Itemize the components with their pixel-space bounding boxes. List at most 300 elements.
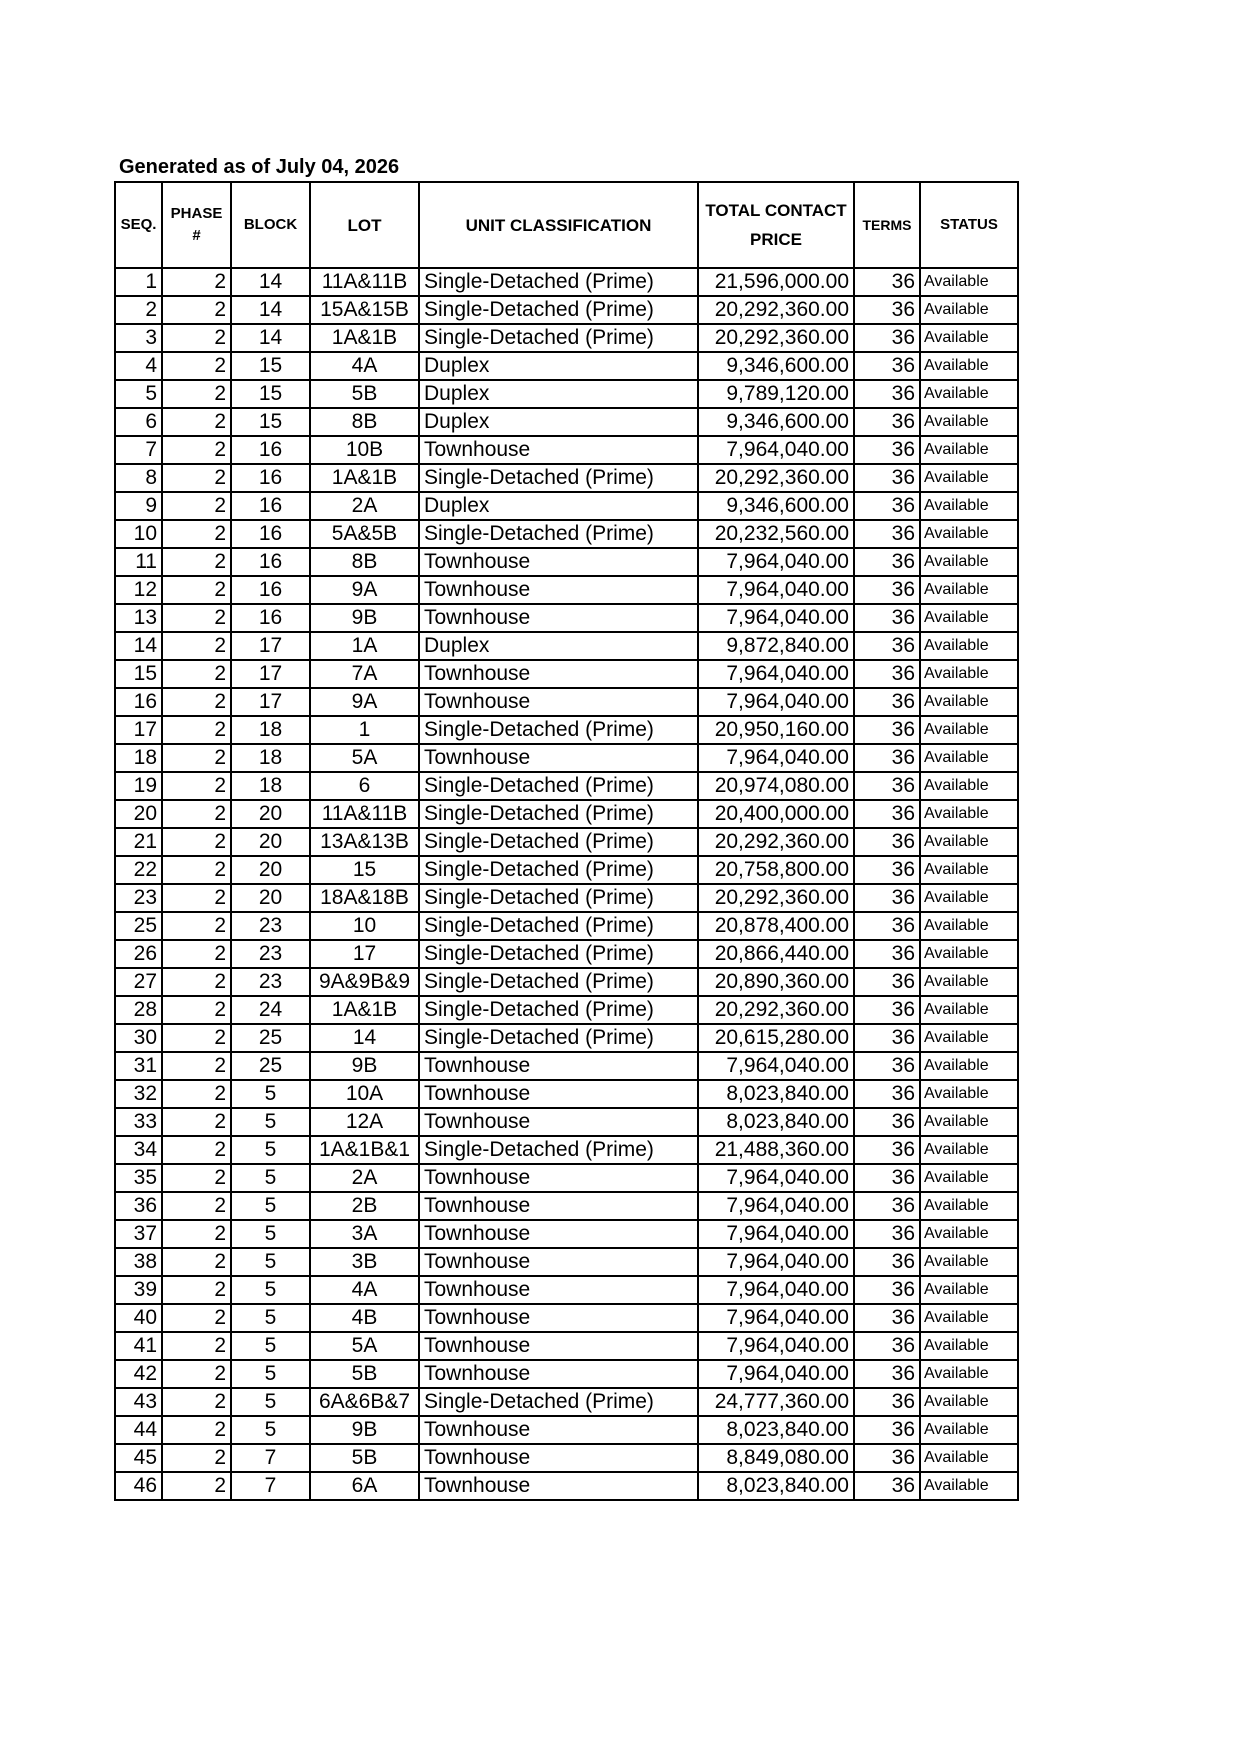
cell-block: 18 [231, 716, 310, 744]
cell-seq: 30 [115, 1024, 162, 1052]
cell-phase: 2 [162, 436, 231, 464]
cell-seq: 37 [115, 1220, 162, 1248]
cell-terms: 36 [854, 1164, 920, 1192]
cell-unit-classification: Single-Detached (Prime) [419, 1388, 698, 1416]
cell-block: 18 [231, 772, 310, 800]
table-row [115, 1276, 1018, 1304]
cell-unit-classification: Single-Detached (Prime) [419, 800, 698, 828]
cell-block: 24 [231, 996, 310, 1024]
cell-status: Available [920, 1108, 1018, 1136]
cell-status: Available [920, 912, 1018, 940]
table-row [115, 1304, 1018, 1332]
cell-block: 14 [231, 324, 310, 352]
table-header-row [115, 182, 1018, 268]
cell-lot: 6A&6B&7 [310, 1388, 419, 1416]
cell-status: Available [920, 380, 1018, 408]
cell-terms: 36 [854, 1276, 920, 1304]
cell-block: 5 [231, 1416, 310, 1444]
cell-lot: 5A [310, 1332, 419, 1360]
cell-total-contact-price: 20,890,360.00 [698, 968, 854, 996]
table-row [115, 520, 1018, 548]
cell-terms: 36 [854, 716, 920, 744]
cell-unit-classification: Single-Detached (Prime) [419, 828, 698, 856]
cell-status: Available [920, 716, 1018, 744]
cell-lot: 9B [310, 1416, 419, 1444]
cell-unit-classification: Townhouse [419, 1164, 698, 1192]
cell-seq: 32 [115, 1080, 162, 1108]
cell-status: Available [920, 632, 1018, 660]
cell-terms: 36 [854, 1108, 920, 1136]
cell-lot: 8B [310, 548, 419, 576]
cell-lot: 8B [310, 408, 419, 436]
cell-phase: 2 [162, 324, 231, 352]
cell-unit-classification: Townhouse [419, 1332, 698, 1360]
table-row [115, 1192, 1018, 1220]
cell-block: 23 [231, 940, 310, 968]
cell-block: 16 [231, 464, 310, 492]
cell-seq: 21 [115, 828, 162, 856]
cell-unit-classification: Townhouse [419, 1108, 698, 1136]
cell-phase: 2 [162, 828, 231, 856]
cell-total-contact-price: 7,964,040.00 [698, 1248, 854, 1276]
cell-phase: 2 [162, 1192, 231, 1220]
cell-unit-classification: Single-Detached (Prime) [419, 716, 698, 744]
cell-status: Available [920, 1220, 1018, 1248]
table-row [115, 604, 1018, 632]
cell-unit-classification: Single-Detached (Prime) [419, 968, 698, 996]
cell-total-contact-price: 20,400,000.00 [698, 800, 854, 828]
cell-terms: 36 [854, 632, 920, 660]
cell-block: 15 [231, 380, 310, 408]
table-row [115, 1108, 1018, 1136]
cell-lot: 9A [310, 576, 419, 604]
table-row [115, 884, 1018, 912]
cell-block: 15 [231, 408, 310, 436]
cell-status: Available [920, 548, 1018, 576]
cell-status: Available [920, 268, 1018, 296]
cell-unit-classification: Townhouse [419, 436, 698, 464]
cell-phase: 2 [162, 1416, 231, 1444]
cell-seq: 28 [115, 996, 162, 1024]
cell-status: Available [920, 968, 1018, 996]
cell-total-contact-price: 7,964,040.00 [698, 1276, 854, 1304]
cell-status: Available [920, 1164, 1018, 1192]
cell-block: 14 [231, 296, 310, 324]
cell-terms: 36 [854, 1472, 920, 1500]
cell-unit-classification: Townhouse [419, 660, 698, 688]
cell-phase: 2 [162, 660, 231, 688]
cell-block: 16 [231, 604, 310, 632]
cell-seq: 11 [115, 548, 162, 576]
cell-seq: 38 [115, 1248, 162, 1276]
cell-lot: 17 [310, 940, 419, 968]
cell-unit-classification: Townhouse [419, 1444, 698, 1472]
cell-status: Available [920, 1276, 1018, 1304]
cell-seq: 35 [115, 1164, 162, 1192]
cell-unit-classification: Townhouse [419, 1416, 698, 1444]
cell-lot: 15 [310, 856, 419, 884]
header-phase: PHASE # [162, 182, 231, 268]
header-lot: LOT [310, 182, 419, 268]
cell-lot: 10B [310, 436, 419, 464]
cell-phase: 2 [162, 688, 231, 716]
cell-terms: 36 [854, 744, 920, 772]
cell-unit-classification: Single-Detached (Prime) [419, 884, 698, 912]
cell-phase: 2 [162, 1220, 231, 1248]
table-row [115, 660, 1018, 688]
cell-lot: 11A&11B [310, 800, 419, 828]
cell-total-contact-price: 7,964,040.00 [698, 576, 854, 604]
cell-unit-classification: Single-Detached (Prime) [419, 296, 698, 324]
table-row [115, 940, 1018, 968]
cell-seq: 36 [115, 1192, 162, 1220]
cell-block: 20 [231, 828, 310, 856]
table-body [115, 268, 1018, 1500]
cell-lot: 5B [310, 380, 419, 408]
cell-block: 14 [231, 268, 310, 296]
cell-block: 5 [231, 1108, 310, 1136]
cell-status: Available [920, 1332, 1018, 1360]
cell-status: Available [920, 828, 1018, 856]
cell-unit-classification: Townhouse [419, 1472, 698, 1500]
cell-phase: 2 [162, 268, 231, 296]
cell-total-contact-price: 7,964,040.00 [698, 436, 854, 464]
unit-listing-table [114, 181, 1019, 1501]
cell-seq: 22 [115, 856, 162, 884]
cell-total-contact-price: 7,964,040.00 [698, 1164, 854, 1192]
table-row [115, 1052, 1018, 1080]
cell-block: 5 [231, 1136, 310, 1164]
cell-lot: 5B [310, 1360, 419, 1388]
cell-lot: 10 [310, 912, 419, 940]
cell-unit-classification: Duplex [419, 352, 698, 380]
cell-lot: 1A&1B [310, 464, 419, 492]
cell-block: 5 [231, 1332, 310, 1360]
cell-block: 7 [231, 1472, 310, 1500]
cell-seq: 41 [115, 1332, 162, 1360]
cell-lot: 9B [310, 1052, 419, 1080]
cell-unit-classification: Townhouse [419, 1276, 698, 1304]
table-row [115, 1248, 1018, 1276]
cell-block: 5 [231, 1304, 310, 1332]
cell-seq: 1 [115, 268, 162, 296]
cell-status: Available [920, 1192, 1018, 1220]
cell-total-contact-price: 20,292,360.00 [698, 884, 854, 912]
cell-status: Available [920, 1136, 1018, 1164]
cell-block: 16 [231, 576, 310, 604]
cell-seq: 27 [115, 968, 162, 996]
cell-block: 16 [231, 520, 310, 548]
cell-lot: 4A [310, 352, 419, 380]
cell-total-contact-price: 7,964,040.00 [698, 604, 854, 632]
cell-unit-classification: Single-Detached (Prime) [419, 940, 698, 968]
cell-total-contact-price: 7,964,040.00 [698, 660, 854, 688]
cell-lot: 6A [310, 1472, 419, 1500]
cell-block: 25 [231, 1024, 310, 1052]
cell-status: Available [920, 1388, 1018, 1416]
cell-seq: 8 [115, 464, 162, 492]
cell-total-contact-price: 20,232,560.00 [698, 520, 854, 548]
cell-block: 5 [231, 1248, 310, 1276]
cell-terms: 36 [854, 688, 920, 716]
cell-phase: 2 [162, 1136, 231, 1164]
cell-seq: 18 [115, 744, 162, 772]
cell-lot: 5A&5B [310, 520, 419, 548]
cell-status: Available [920, 1360, 1018, 1388]
cell-terms: 36 [854, 996, 920, 1024]
header-terms: TERMS [854, 182, 920, 268]
cell-status: Available [920, 1416, 1018, 1444]
cell-total-contact-price: 20,292,360.00 [698, 828, 854, 856]
cell-seq: 20 [115, 800, 162, 828]
cell-terms: 36 [854, 772, 920, 800]
cell-total-contact-price: 7,964,040.00 [698, 688, 854, 716]
table-row [115, 912, 1018, 940]
cell-status: Available [920, 800, 1018, 828]
cell-seq: 15 [115, 660, 162, 688]
cell-total-contact-price: 8,023,840.00 [698, 1080, 854, 1108]
cell-status: Available [920, 324, 1018, 352]
cell-seq: 40 [115, 1304, 162, 1332]
cell-terms: 36 [854, 1024, 920, 1052]
cell-unit-classification: Duplex [419, 408, 698, 436]
cell-block: 16 [231, 436, 310, 464]
cell-terms: 36 [854, 352, 920, 380]
cell-status: Available [920, 660, 1018, 688]
cell-phase: 2 [162, 884, 231, 912]
cell-terms: 36 [854, 408, 920, 436]
cell-terms: 36 [854, 1304, 920, 1332]
cell-seq: 25 [115, 912, 162, 940]
cell-seq: 26 [115, 940, 162, 968]
cell-seq: 7 [115, 436, 162, 464]
cell-total-contact-price: 20,758,800.00 [698, 856, 854, 884]
cell-total-contact-price: 20,950,160.00 [698, 716, 854, 744]
table-row [115, 296, 1018, 324]
cell-lot: 9B [310, 604, 419, 632]
cell-total-contact-price: 7,964,040.00 [698, 744, 854, 772]
cell-lot: 5B [310, 1444, 419, 1472]
report-title: Generated as of July 04, 2026 [119, 156, 400, 178]
cell-total-contact-price: 9,872,840.00 [698, 632, 854, 660]
cell-terms: 36 [854, 1136, 920, 1164]
table-row [115, 968, 1018, 996]
cell-phase: 2 [162, 1304, 231, 1332]
cell-total-contact-price: 7,964,040.00 [698, 1220, 854, 1248]
cell-lot: 4A [310, 1276, 419, 1304]
table-row [115, 1080, 1018, 1108]
cell-phase: 2 [162, 1388, 231, 1416]
cell-phase: 2 [162, 716, 231, 744]
cell-lot: 3A [310, 1220, 419, 1248]
cell-unit-classification: Townhouse [419, 1360, 698, 1388]
cell-seq: 4 [115, 352, 162, 380]
cell-status: Available [920, 940, 1018, 968]
cell-total-contact-price: 9,346,600.00 [698, 492, 854, 520]
cell-total-contact-price: 7,964,040.00 [698, 1360, 854, 1388]
cell-unit-classification: Duplex [419, 380, 698, 408]
cell-unit-classification: Townhouse [419, 1080, 698, 1108]
cell-unit-classification: Townhouse [419, 548, 698, 576]
cell-lot: 1 [310, 716, 419, 744]
cell-unit-classification: Townhouse [419, 604, 698, 632]
cell-seq: 2 [115, 296, 162, 324]
cell-seq: 46 [115, 1472, 162, 1500]
cell-block: 17 [231, 660, 310, 688]
cell-unit-classification: Townhouse [419, 1248, 698, 1276]
cell-lot: 7A [310, 660, 419, 688]
header-status: STATUS [920, 182, 1018, 268]
cell-total-contact-price: 8,023,840.00 [698, 1108, 854, 1136]
cell-unit-classification: Single-Detached (Prime) [419, 772, 698, 800]
cell-seq: 3 [115, 324, 162, 352]
cell-lot: 5A [310, 744, 419, 772]
cell-seq: 12 [115, 576, 162, 604]
cell-phase: 2 [162, 1276, 231, 1304]
cell-seq: 45 [115, 1444, 162, 1472]
cell-terms: 36 [854, 548, 920, 576]
cell-total-contact-price: 9,346,600.00 [698, 408, 854, 436]
cell-seq: 14 [115, 632, 162, 660]
cell-block: 7 [231, 1444, 310, 1472]
header-unit-classification: UNIT CLASSIFICATION [419, 182, 698, 268]
cell-unit-classification: Townhouse [419, 688, 698, 716]
cell-status: Available [920, 1080, 1018, 1108]
table-row [115, 1024, 1018, 1052]
cell-block: 20 [231, 800, 310, 828]
cell-phase: 2 [162, 632, 231, 660]
cell-status: Available [920, 436, 1018, 464]
cell-phase: 2 [162, 912, 231, 940]
cell-phase: 2 [162, 296, 231, 324]
cell-phase: 2 [162, 1052, 231, 1080]
cell-terms: 36 [854, 492, 920, 520]
cell-seq: 9 [115, 492, 162, 520]
cell-terms: 36 [854, 1416, 920, 1444]
cell-phase: 2 [162, 604, 231, 632]
table-row [115, 492, 1018, 520]
cell-terms: 36 [854, 884, 920, 912]
cell-seq: 17 [115, 716, 162, 744]
table-row [115, 324, 1018, 352]
cell-status: Available [920, 576, 1018, 604]
cell-lot: 2A [310, 1164, 419, 1192]
cell-unit-classification: Single-Detached (Prime) [419, 996, 698, 1024]
cell-seq: 23 [115, 884, 162, 912]
cell-block: 23 [231, 968, 310, 996]
cell-status: Available [920, 884, 1018, 912]
cell-seq: 6 [115, 408, 162, 436]
cell-phase: 2 [162, 520, 231, 548]
cell-block: 16 [231, 492, 310, 520]
cell-unit-classification: Single-Detached (Prime) [419, 520, 698, 548]
table-row [115, 1444, 1018, 1472]
cell-seq: 39 [115, 1276, 162, 1304]
cell-status: Available [920, 464, 1018, 492]
cell-block: 5 [231, 1276, 310, 1304]
cell-status: Available [920, 688, 1018, 716]
cell-total-contact-price: 8,023,840.00 [698, 1416, 854, 1444]
cell-seq: 33 [115, 1108, 162, 1136]
cell-total-contact-price: 7,964,040.00 [698, 548, 854, 576]
cell-block: 5 [231, 1388, 310, 1416]
table-row [115, 800, 1018, 828]
cell-lot: 2B [310, 1192, 419, 1220]
table-row [115, 1136, 1018, 1164]
cell-phase: 2 [162, 996, 231, 1024]
cell-block: 20 [231, 856, 310, 884]
cell-terms: 36 [854, 464, 920, 492]
cell-status: Available [920, 744, 1018, 772]
table-row [115, 632, 1018, 660]
cell-unit-classification: Duplex [419, 492, 698, 520]
cell-lot: 13A&13B [310, 828, 419, 856]
cell-status: Available [920, 296, 1018, 324]
cell-phase: 2 [162, 408, 231, 436]
table-row [115, 856, 1018, 884]
cell-terms: 36 [854, 380, 920, 408]
cell-total-contact-price: 21,596,000.00 [698, 268, 854, 296]
cell-seq: 31 [115, 1052, 162, 1080]
cell-lot: 1A&1B&1 [310, 1136, 419, 1164]
cell-phase: 2 [162, 940, 231, 968]
cell-lot: 1A&1B [310, 996, 419, 1024]
table-row [115, 576, 1018, 604]
cell-terms: 36 [854, 296, 920, 324]
cell-status: Available [920, 408, 1018, 436]
cell-seq: 16 [115, 688, 162, 716]
cell-lot: 6 [310, 772, 419, 800]
cell-lot: 3B [310, 1248, 419, 1276]
cell-status: Available [920, 1472, 1018, 1500]
cell-terms: 36 [854, 912, 920, 940]
cell-total-contact-price: 7,964,040.00 [698, 1192, 854, 1220]
cell-total-contact-price: 20,292,360.00 [698, 324, 854, 352]
cell-status: Available [920, 996, 1018, 1024]
cell-total-contact-price: 20,866,440.00 [698, 940, 854, 968]
cell-phase: 2 [162, 1080, 231, 1108]
cell-phase: 2 [162, 576, 231, 604]
cell-unit-classification: Single-Detached (Prime) [419, 856, 698, 884]
cell-lot: 11A&11B [310, 268, 419, 296]
table-row [115, 744, 1018, 772]
cell-lot: 15A&15B [310, 296, 419, 324]
cell-lot: 1A [310, 632, 419, 660]
cell-total-contact-price: 8,023,840.00 [698, 1472, 854, 1500]
cell-status: Available [920, 1248, 1018, 1276]
table-row [115, 268, 1018, 296]
cell-terms: 36 [854, 520, 920, 548]
cell-terms: 36 [854, 436, 920, 464]
table-row [115, 352, 1018, 380]
table-row [115, 1164, 1018, 1192]
cell-block: 5 [231, 1164, 310, 1192]
cell-terms: 36 [854, 856, 920, 884]
cell-total-contact-price: 9,346,600.00 [698, 352, 854, 380]
cell-total-contact-price: 8,849,080.00 [698, 1444, 854, 1472]
cell-total-contact-price: 24,777,360.00 [698, 1388, 854, 1416]
cell-block: 15 [231, 352, 310, 380]
table-row [115, 1388, 1018, 1416]
cell-phase: 2 [162, 1248, 231, 1276]
cell-phase: 2 [162, 352, 231, 380]
cell-status: Available [920, 520, 1018, 548]
cell-block: 5 [231, 1360, 310, 1388]
cell-total-contact-price: 21,488,360.00 [698, 1136, 854, 1164]
cell-total-contact-price: 20,878,400.00 [698, 912, 854, 940]
cell-unit-classification: Single-Detached (Prime) [419, 268, 698, 296]
cell-status: Available [920, 1444, 1018, 1472]
